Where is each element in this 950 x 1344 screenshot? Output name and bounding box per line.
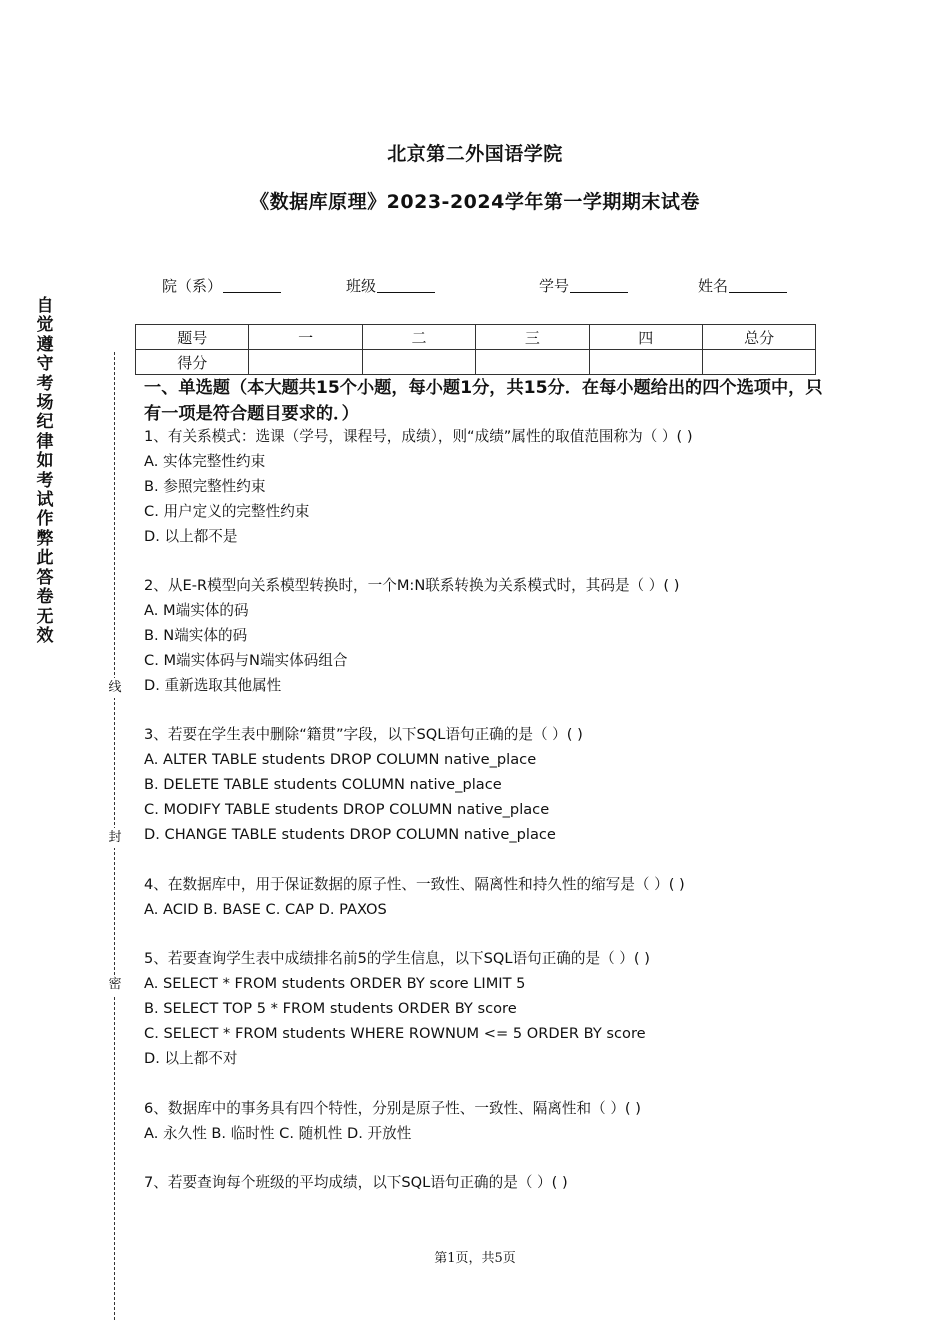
score-table-score-row: [136, 350, 816, 375]
question-option: C. SELECT * FROM students WHERE ROWNUM <= 5 ORDER BY score: [144, 1025, 646, 1042]
score-table-header-row: [136, 325, 816, 350]
dept-label: 院（系）: [162, 277, 223, 295]
question-stem: 2、从E-R模型向关系模型转换时，一个M:N联系转换为关系模式时，其码是（ ）( ): [144, 577, 680, 594]
question-stem: 3、若要在学生表中删除“籍贯”字段，以下SQL语句正确的是（ ）( ): [144, 726, 583, 743]
side-notice-char: 律: [36, 431, 54, 452]
page-footer: 第1页，共5页: [434, 1251, 516, 1266]
school-name: 北京第二外国语学院: [387, 143, 563, 165]
side-notice-char: 试: [36, 490, 54, 511]
binding-mark-seal: 封: [107, 828, 123, 848]
score-cell: [249, 350, 362, 375]
name-field: [698, 275, 787, 296]
student-info-row: [0, 275, 950, 299]
question-option: A. ACID B. BASE C. CAP D. PAXOS: [144, 901, 387, 918]
exam-title: 《数据库原理》2023-2024学年第一学期期末试卷: [250, 191, 700, 213]
name-blank: [729, 277, 787, 293]
question-option: A. SELECT * FROM students ORDER BY score LIMIT 5: [144, 975, 526, 992]
question-option: D. CHANGE TABLE students DROP COLUMN native_place: [144, 826, 556, 843]
side-notice-char: 守: [36, 354, 54, 375]
side-notice-char: 弊: [36, 528, 54, 549]
class-label: 班级: [346, 277, 377, 295]
score-cell: [362, 350, 475, 375]
side-notice-char: 场: [36, 393, 54, 414]
question-option: C. M端实体码与N端实体码组合: [144, 652, 348, 669]
table-cell: 四: [589, 325, 702, 350]
question-stem: 1、有关系模式：选课（学号，课程号，成绩），则“成绩”属性的取值范围称为（ ）( ): [144, 428, 693, 445]
class-blank: [377, 277, 435, 293]
table-cell: 二: [362, 325, 475, 350]
side-notice-char: 此: [36, 548, 54, 569]
side-notice-char: 考: [36, 470, 54, 491]
side-notice-char: 遵: [36, 334, 54, 355]
question-option: B. SELECT TOP 5 * FROM students ORDER BY score: [144, 1000, 517, 1017]
question-stem: 6、数据库中的事务具有四个特性，分别是原子性、一致性、隔离性和（ ）( ): [144, 1100, 641, 1117]
question-option: D. 以上都不对: [144, 1050, 238, 1067]
class-field: [346, 275, 435, 296]
score-cell: [702, 350, 815, 375]
table-cell: 题号: [136, 325, 249, 350]
side-notice-char: 答: [36, 567, 54, 588]
dept-blank: [223, 277, 281, 293]
question-option: B. N端实体的码: [144, 627, 248, 644]
table-cell: 得分: [136, 350, 249, 375]
dept-field: [162, 275, 281, 296]
name-label: 姓名: [698, 277, 729, 295]
student-id-label: 学号: [539, 277, 570, 295]
question-option: A. 永久性 B. 临时性 C. 随机性 D. 开放性: [144, 1125, 412, 1142]
side-notice-char: 觉: [36, 315, 54, 336]
side-notice-char: 卷: [36, 587, 54, 608]
table-cell: 一: [249, 325, 362, 350]
question-option: A. M端实体的码: [144, 602, 249, 619]
question-option: A. 实体完整性约束: [144, 453, 266, 470]
question-option: D. 重新选取其他属性: [144, 677, 282, 694]
side-notice-char: 作: [36, 509, 54, 530]
side-notice-char: 无: [36, 606, 54, 627]
binding-mark-secret: 密: [107, 975, 123, 995]
student-id-blank: [570, 277, 628, 293]
table-cell: 总分: [702, 325, 815, 350]
side-notice: [33, 297, 57, 646]
question-option: A. ALTER TABLE students DROP COLUMN native_place: [144, 751, 537, 768]
question-option: C. MODIFY TABLE students DROP COLUMN native_place: [144, 801, 550, 818]
section-heading: 一、单选题（本大题共15个小题，每小题1分，共15分．在每小题给出的四个选项中，只有一项是符合题目要求的．）: [144, 378, 823, 424]
question-stem: 5、若要查询学生表中成绩排名前5的学生信息，以下SQL语句正确的是（ ）( ): [144, 950, 650, 967]
question-option: C. 用户定义的完整性约束: [144, 503, 310, 520]
score-cell: [476, 350, 589, 375]
score-cell: [589, 350, 702, 375]
student-id-field: [539, 275, 628, 296]
score-table: [135, 324, 816, 375]
question-option: B. DELETE TABLE students COLUMN native_place: [144, 776, 502, 793]
table-cell: 三: [476, 325, 589, 350]
question-stem: 4、在数据库中，用于保证数据的原子性、一致性、隔离性和持久性的缩写是（ ）( ): [144, 876, 685, 893]
side-notice-char: 效: [36, 625, 54, 646]
side-notice-char: 纪: [36, 412, 54, 433]
question-stem: 7、若要查询每个班级的平均成绩，以下SQL语句正确的是（ ）( ): [144, 1174, 568, 1191]
question-option: D. 以上都不是: [144, 528, 238, 545]
side-notice-char: 如: [36, 451, 54, 472]
question-option: B. 参照完整性约束: [144, 478, 266, 495]
side-notice-char: 考: [36, 373, 54, 394]
binding-mark-line: 线: [107, 678, 123, 698]
side-notice-char: 自: [36, 296, 54, 316]
